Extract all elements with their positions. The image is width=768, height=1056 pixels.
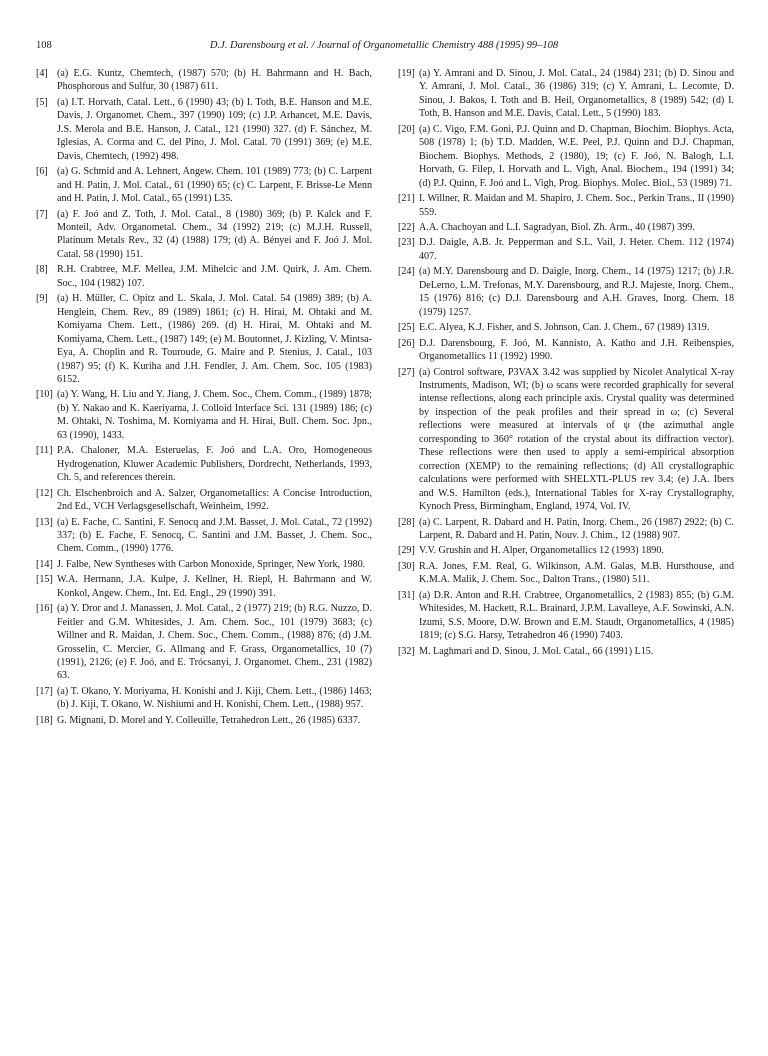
reference-entry <box>36 444 372 484</box>
reference-entry <box>36 292 372 386</box>
reference-entry <box>398 560 734 587</box>
reference-entry <box>398 337 734 364</box>
reference-number: [32] <box>398 645 415 657</box>
reference-text: (a) I.T. Horvath, Catal. Lett., 6 (1990) 43; (b) I. Toth, B.E. Hanson and M.E. Davis, J. Organomet. Chem., 397 (1990) 109; (c) J.P. Arhancet, M.E. Davis, J.S. Merola and B.E. Hanson, J. Catal., 121 (1990) 327. (d) F. Sánchez, M. Iglesias, A. Corma and C. del Pino, J. Mol. Catal. 70 (1991) 369; (e) M.E. Davis, Chemtech, (1992) 498. <box>57 96 372 162</box>
reference-text: (a) C. Larpent, R. Dabard and H. Patin, Inorg. Chem., 26 (1987) 2922; (b) C. Larpent, R. Dabard and H. Patin, Nouv. J. Chim., 12 (1988) 907. <box>419 516 734 541</box>
reference-entry <box>36 573 372 600</box>
reference-entry <box>36 685 372 712</box>
reference-number: [17] <box>36 685 53 697</box>
reference-text: (a) Y. Amrani and D. Sinou, J. Mol. Catal., 24 (1984) 231; (b) D. Sinou and Y. Amrani, J. Mol. Catal., 36 (1986) 319; (c) Y. Amrani, L. Lecomte, D. Sinou, J. Bakos, I. Toth and B. Heil, Organometallics, 8 (1989) 542; (d) I. Toth, B. Hanson and M.E. Davis, Catal. Lett., 5 (1990) 183. <box>419 68 734 120</box>
reference-number: [10] <box>36 389 53 401</box>
reference-text: (a) C. Vigo, F.M. Goni, P.J. Quinn and D. Chapman, Biochim. Biophys. Acta, 508 (1978) 1; (b) T.D. Madden, W.E. Peel, P.J. Quinn and D.J. Chapman, Biochem. Biophys. Methods, 2 (1980), 19; (c) F. Joó, N. Balogh, L.I. Horvath, G. Filep, I. Horvath and L. Vigh, Anal. Biochem., 194 (1991) 34; (d) P.J. Quinn, F. Joó and L. Vigh, Prog. Biophys. Molec. Biol., 53 (1989) 71. <box>419 123 734 189</box>
journal-running-title: D.J. Darensbourg et al. / Journal of Organometallic Chemistry 488 (1995) 99–108 <box>209 40 559 51</box>
reference-number: [22] <box>398 221 415 233</box>
reference-entry <box>398 123 734 190</box>
reference-text: R.A. Jones, F.M. Real, G. Wilkinson, A.M. Galas, M.B. Hursthouse, and K.M.A. Malik, J. Chem. Soc., Dalton Trans., (1980) 511. <box>419 560 734 586</box>
reference-text: (a) D.R. Anton and R.H. Crabtree, Organometallics, 2 (1983) 855; (b) G.M. Whitesides, M. Hackett, R.L. Brainard, J.P.M. Lavalleye, A.F. Sowinski, A.N. Izumi, S.S. Moore, D.W. Brown and E.M. Staudt, Organometallics, 4 (1985) 1819; (c) S.G. Harsy, Tetrahedron 46 (1990) 7403. <box>419 589 734 642</box>
reference-text: (a) E. Fache, C. Santini, F. Senocq and J.M. Basset, J. Mol. Catal., 72 (1992) 337; (b) E. Fache, F. Senocq, C. Santini and J.M. Basset, J. Chem. Soc., Chem. Comm., (1990) 1776. <box>57 516 372 555</box>
reference-number: [4] <box>36 68 48 79</box>
reference-number: [26] <box>398 337 415 349</box>
reference-text: Ch. Elschenbroich and A. Salzer, Organometallics: A Concise Introduction, 2nd Ed., VCH Verlagsgesellschaft, Weinheim, 1992. <box>57 487 372 513</box>
reference-entry <box>36 602 372 683</box>
reference-entry <box>36 388 372 442</box>
reference-entry <box>398 544 734 557</box>
reference-number: [21] <box>398 193 415 205</box>
reference-text: R.H. Crabtree, M.F. Mellea, J.M. Mihelcic and J.M. Quirk, J. Am. Chem. Soc., 104 (1982) 107. <box>57 264 372 289</box>
running-head <box>36 40 732 56</box>
reference-number: [30] <box>398 560 415 572</box>
reference-number: [18] <box>36 714 53 726</box>
reference-entry <box>36 165 372 205</box>
reference-text: G. Mignani, D. Morel and Y. Colleuille, Tetrahedron Lett., 26 (1985) 6337. <box>57 714 361 726</box>
reference-number: [27] <box>398 366 415 378</box>
reference-text: M. Laghmari and D. Sinou, J. Mol. Catal., 66 (1991) L15. <box>419 645 654 657</box>
reference-entry <box>398 236 734 263</box>
reference-text: (a) H. Müller, C. Opitz and L. Skala, J. Mol. Catal. 54 (1989) 389; (b) A. Henglein, Chem. Rev., 89 (1989) 1861; (c) H. Hirai, M. Ohtaki and M. Komiyama Chem. Lett., (1986) 269. (d) H. Hirai, M. Ohtaki and M. Komiyama, Chem. Lett., (1987) 149; (e) M. Boutonnet, J. Kizling, V. Mintsa-Eya, A. Choplin and R. Touroude, G. Maire and P. Stenius, J. Catal., 103 (1987) 95; (f) K. Kuriha and J.H. Fendler, J. Am. Chem. Soc. 105 (1983) 6152. <box>57 293 372 385</box>
reference-entry <box>398 67 734 121</box>
reference-entry <box>36 558 372 571</box>
reference-text: (a) Control software, P3VAX 3.42 was supplied by Nicolet Analytical X-ray Instruments, Madison, WI; (b) ω scans were recorded graphically for several intense reflections, along each principle axis. Crystal quality was determined by inspection of the peak profiles and their spread in ω; (c) Several reflections were measured at intervals of ψ (the azimuthal angle corresponding to 360° rotation of the crystal about its diffraction vector). These reflections were then used to apply a semi-empirical absorption correction (XEMP) to the remaining reflections; (d) All crystallographic calculations were performed with SHELXTL-PLUS rev 3.4; (e) J.A. Ibers and W.S. Hamilton (eds.), International Tables for X-ray Crystallography, Kynoch Press, Birmingham, England, 1974, Vol. IV. <box>419 366 734 513</box>
reference-entry <box>36 487 372 514</box>
reference-text: D.J. Darensbourg, F. Joó, M. Kannisto, A. Katho and J.H. Reibenspies, Organometallics 11 (1992) 1990. <box>419 337 734 363</box>
reference-entry <box>36 67 372 94</box>
reference-text: (a) G. Schmid and A. Lehnert, Angew. Chem. 101 (1989) 773; (b) C. Larpent and H. Patin, J. Mol. Catal., 61 (1990) 65; (c) C. Larpent, F. Brisse-Le Menn and H. Patin, J. Mol. Catal., 65 (1991) L35. <box>57 166 372 205</box>
reference-text: (a) T. Okano, Y. Moriyama, H. Konishi and J. Kiji, Chem. Lett., (1986) 1463; (b) J. Kiji, T. Okano, W. Nishiumi and H. Konishi, Chem. Lett., (1988) 957. <box>57 685 372 711</box>
references-left-column <box>36 67 372 729</box>
reference-number: [24] <box>398 266 415 278</box>
reference-text: (a) E.G. Kuntz, Chemtech, (1987) 570; (b) H. Bahrmann and H. Bach, Phosphorous and Sulfur, 30 (1987) 611. <box>57 68 372 93</box>
reference-text: (a) F. Joó and Z. Toth, J. Mol. Catal., 8 (1980) 369; (b) P. Kalck and F. Monteil, Adv. Organometal. Chem., 34 (1992) 219; (c) M.J.H. Russell, Platinum Metals Rev., 32 (4) (1988) 179; (d) A. Bényei and F. Joó J. Mol. Catal. 58 (1990) 151. <box>57 208 372 260</box>
reference-number: [6] <box>36 166 48 178</box>
reference-number: [15] <box>36 574 53 586</box>
reference-text: E.C. Alyea, K.J. Fisher, and S. Johnson, Can. J. Chem., 67 (1989) 1319. <box>419 322 710 334</box>
reference-number: [25] <box>398 322 415 334</box>
reference-text: V.V. Grushin and H. Alper, Organometallics 12 (1993) 1890. <box>419 545 664 557</box>
reference-number: [16] <box>36 603 53 615</box>
reference-number: [7] <box>36 208 48 220</box>
reference-number: [19] <box>398 68 415 79</box>
reference-number: [9] <box>36 293 48 305</box>
reference-entry <box>398 321 734 334</box>
reference-text: P.A. Chaloner, M.A. Esteruelas, F. Joó and L.A. Oro, Homogeneous Hydrogenation, Kluwer Academic Publishers, Dordrecht, Netherlands, 1993, Ch. 5, and references therein. <box>57 445 372 484</box>
reference-number: [28] <box>398 516 415 528</box>
reference-text: W.A. Hermann, J.A. Kulpe, J. Kellner, H. Riepl, H. Bahrmann and W. Konkol, Angew. Chem., Int. Ed. Engl., 29 (1990) 391. <box>57 574 372 599</box>
reference-entry <box>36 263 372 290</box>
reference-number: [29] <box>398 545 415 557</box>
reference-number: [14] <box>36 558 53 570</box>
page-number: 108 <box>36 40 52 51</box>
reference-number: [8] <box>36 264 48 276</box>
reference-number: [12] <box>36 487 53 499</box>
reference-entry <box>398 645 734 658</box>
reference-number: [5] <box>36 96 48 108</box>
references-right-column <box>398 67 734 660</box>
reference-entry <box>398 589 734 643</box>
reference-entry <box>398 221 734 234</box>
reference-entry <box>36 208 372 262</box>
reference-number: [13] <box>36 516 53 528</box>
reference-entry <box>398 516 734 543</box>
reference-number: [31] <box>398 589 415 601</box>
reference-text: (a) Y. Dror and J. Manassen, J. Mol. Catal., 2 (1977) 219; (b) R.G. Nuzzo, D. Feitler and G.M. Whitesides, J. Am. Chem. Soc., 101 (1979) 3683; (c) Willner and R. Maidan, J. Chem. Soc., Chem. Comm., (1988) 876; (d) J.M. Grosselin, C. Mercier, G. Allmang and F. Grass, Organometallics, 10 (7) (1991), 2126; (e) F. Joó, and E. Trócsanyi, J. Organomet. Chem., 231 (1982) 63. <box>57 603 372 682</box>
reference-entry <box>398 192 734 219</box>
reference-text: I. Willner, R. Maidan and M. Shapiro, J. Chem. Soc., Perkin Trans., II (1990) 559. <box>419 193 734 218</box>
reference-text: J. Falbe, New Syntheses with Carbon Monoxide, Springer, New York, 1980. <box>57 558 366 570</box>
reference-number: [11] <box>36 445 53 457</box>
reference-text: (a) M.Y. Darensbourg and D. Daigle, Inorg. Chem., 14 (1975) 1217; (b) J.R. DeLerno, L.M. Trefonas, M.Y. Darensbourg, and R.J. Majeste, Inorg. Chem., 15 (1976) 816; (c) D.J. Darensbourg and A.H. Graves, Inorg. Chem. 18 (1979) 1257. <box>419 266 734 318</box>
reference-entry <box>398 265 734 319</box>
reference-text: (a) Y. Wang, H. Liu and Y. Jiang, J. Chem. Soc., Chem. Comm., (1989) 1878; (b) Y. Nakao and K. Kaeriyama, J. Colloid Interface Sci. 131 (1989) 186; (c) M. Ohtaki, N. Toshima, M. Komiyama and H. Hirai, Bull. Chem. Soc. Jpn., 63 (1990), 1433. <box>57 389 372 441</box>
reference-entry <box>398 366 734 514</box>
reference-text: A.A. Chachoyan and L.I. Sagradyan, Biol. Zh. Arm., 40 (1987) 399. <box>419 221 695 233</box>
reference-number: [20] <box>398 123 415 135</box>
reference-text: D.J. Daigle, A.B. Jr. Pepperman and S.L. Vail, J. Heter. Chem. 112 (1974) 407. <box>419 237 734 262</box>
reference-entry <box>36 516 372 556</box>
reference-entry <box>36 714 372 727</box>
reference-entry <box>36 96 372 163</box>
reference-number: [23] <box>398 237 415 249</box>
